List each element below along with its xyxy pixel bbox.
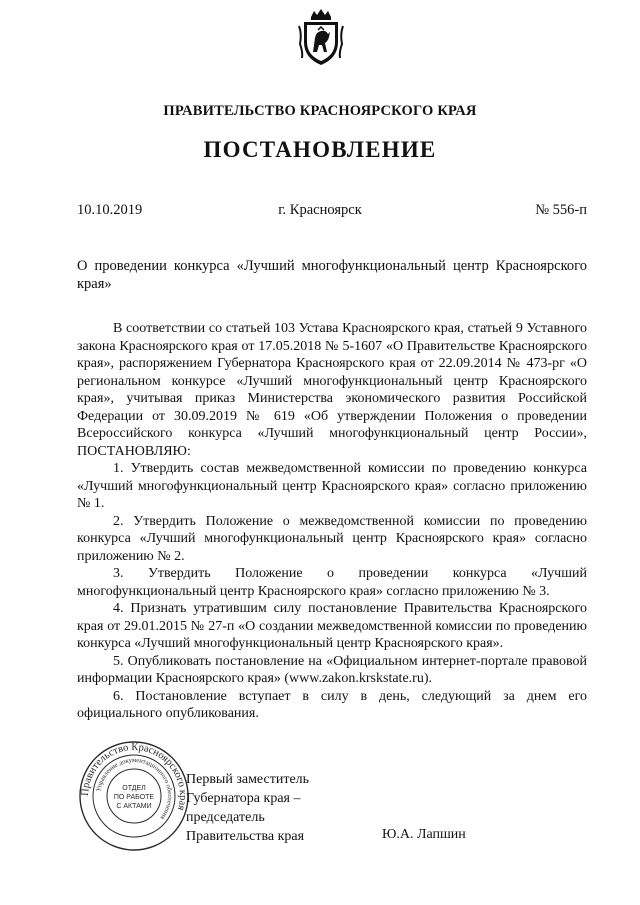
- stamp-center-line-2: ПО РАБОТЕ: [113, 794, 155, 801]
- signatory-title-line-3: председатель: [186, 810, 265, 825]
- stamp-center-line-1: ОТДЕЛ: [122, 785, 146, 792]
- clause-3: 3. Утвердить Положение о проведении конкурса «Лучший многофункциональный центр Красноярского края» согласно приложению № 3.: [77, 566, 587, 599]
- clause-5: 5. Опубликовать постановление на «Официальном интернет-портале правовой информации Красноярского края» (www.zakon.krskstate.ru).: [77, 653, 587, 686]
- organization-title: ПРАВИТЕЛЬСТВО КРАСНОЯРСКОГО КРАЯ: [163, 103, 477, 119]
- stamp-middle-text: Управление документационного обеспечения: [95, 756, 174, 821]
- stamp-center-line-3: С АКТАМИ: [116, 803, 152, 810]
- krasnoyarsk-coat-of-arms-icon: [298, 8, 344, 68]
- signatory-title-line-2: Губернатора края –: [186, 791, 301, 806]
- document-date: 10.10.2019: [77, 202, 143, 218]
- document-city: г. Красноярск: [278, 202, 362, 218]
- document-number: № 556-п: [535, 202, 587, 218]
- preamble-paragraph: В соответствии со статьей 103 Устава Красноярского края, статьей 9 Уставного закона Красноярского края от 17.05.2018 № 5-1607 «О Правительстве Красноярского края», распоряжением Губернатора Красноярского края от 22.09.2014 № 473-рг «О региональном конкурсе «Лучший многофункциональный центр Красноярского края», учитывая приказ Министерства экономического развития Российской Федерации от 30.09.2019 № 619 «Об утверждении Положения о проведении Всероссийского конкурса «Лучший многофункциональный центр России», ПОСТАНОВЛЯЮ:: [77, 321, 587, 459]
- stamp-outer-text: Правительство Красноярского края: [79, 741, 189, 812]
- document-body: [77, 320, 587, 723]
- official-seal-icon: [78, 740, 190, 852]
- clause-4: 4. Признать утратившим силу постановление Правительства Красноярского края от 29.01.2015 № 27-п «О создании межведомственной комиссии по проведению конкурса «Лучший многофункциональный центр Красноярского края».: [77, 601, 587, 651]
- clause-6: 6. Постановление вступает в силу в день, следующий за днем его официального опубликования.: [77, 688, 587, 721]
- clause-1: 1. Утвердить состав межведомственной комиссии по проведению конкурса «Лучший многофункциональный центр Красноярского края» согласно приложению № 1.: [77, 461, 587, 511]
- signatory-title-line-4: Правительства края: [186, 829, 305, 844]
- document-subject: О проведении конкурса «Лучший многофункциональный центр Красноярского края»: [77, 258, 587, 292]
- signatory-name: Ю.А. Лапшин: [382, 827, 466, 842]
- clause-2: 2. Утвердить Положение о межведомственной комиссии по проведению конкурса «Лучший многофункциональный центр Красноярского края» согласно приложению № 2.: [77, 513, 587, 564]
- signatory-title-line-1: Первый заместитель: [186, 772, 310, 787]
- signatory-title: [186, 770, 309, 846]
- document-type-title: ПОСТАНОВЛЕНИЕ: [203, 137, 437, 162]
